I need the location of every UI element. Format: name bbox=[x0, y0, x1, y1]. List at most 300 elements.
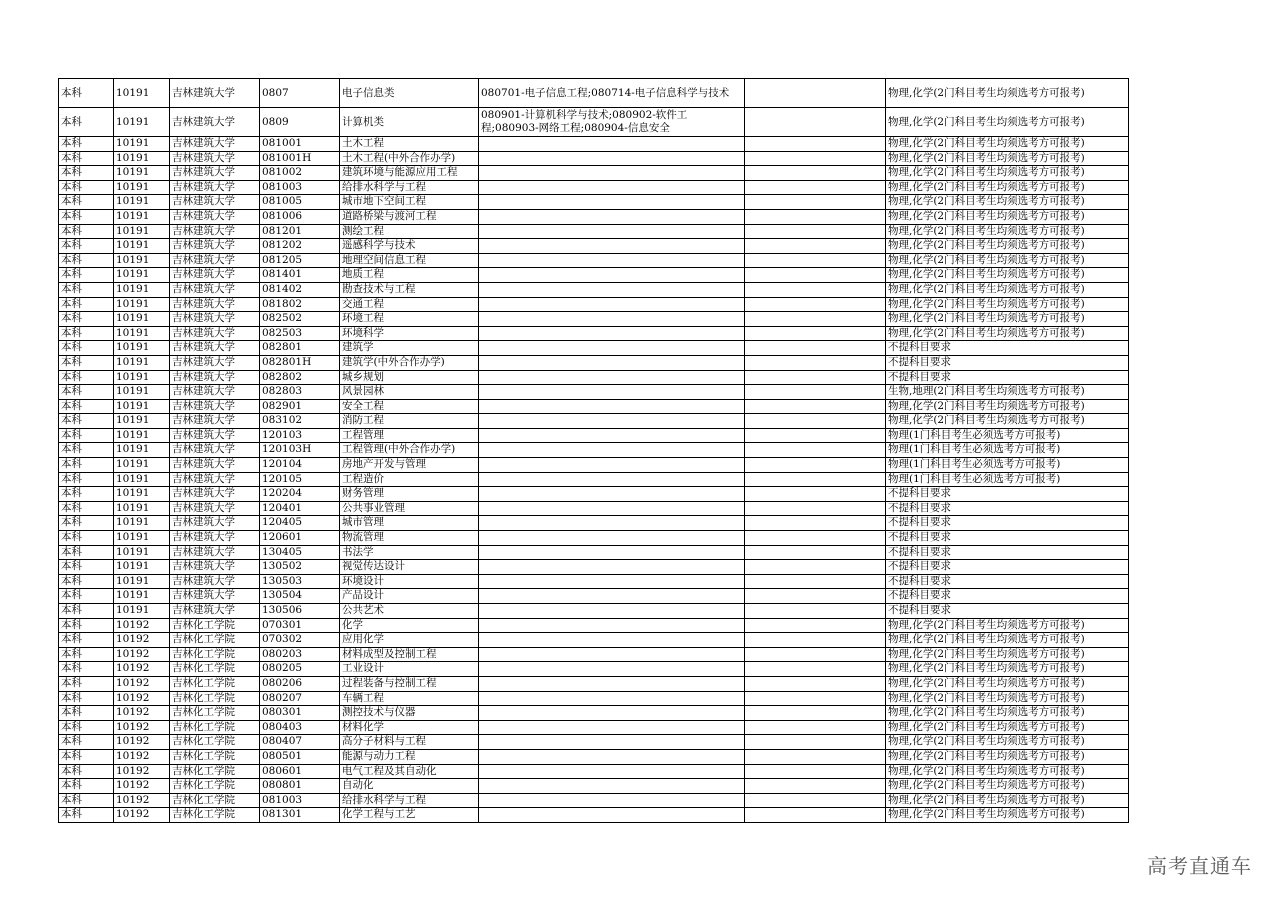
school-name-cell: 吉林建筑大学 bbox=[170, 137, 260, 152]
table-row bbox=[59, 516, 1129, 531]
school-name-cell: 吉林化工学院 bbox=[170, 720, 260, 735]
included-majors-cell bbox=[479, 618, 745, 633]
major-name-cell: 地理空间信息工程 bbox=[340, 253, 479, 268]
major-code-cell: 081301 bbox=[260, 808, 340, 823]
table-row bbox=[59, 151, 1129, 166]
major-code-cell: 082801 bbox=[260, 341, 340, 356]
note-cell bbox=[745, 676, 886, 691]
subject-requirement-cell: 不提科目要求 bbox=[886, 370, 1129, 385]
school-name-cell: 吉林化工学院 bbox=[170, 793, 260, 808]
level-cell: 本科 bbox=[59, 706, 114, 721]
table-row bbox=[59, 297, 1129, 312]
table-row bbox=[59, 779, 1129, 794]
table-row bbox=[59, 618, 1129, 633]
table-row bbox=[59, 487, 1129, 502]
major-name-cell: 自动化 bbox=[340, 779, 479, 794]
major-code-cell: 082502 bbox=[260, 312, 340, 327]
school-name-cell: 吉林化工学院 bbox=[170, 735, 260, 750]
note-cell bbox=[745, 516, 886, 531]
level-cell: 本科 bbox=[59, 385, 114, 400]
major-code-cell: 120601 bbox=[260, 531, 340, 546]
table-row bbox=[59, 399, 1129, 414]
note-cell bbox=[745, 385, 886, 400]
school-code-cell: 10191 bbox=[114, 297, 170, 312]
school-code-cell: 10192 bbox=[114, 647, 170, 662]
level-cell: 本科 bbox=[59, 531, 114, 546]
school-code-cell: 10192 bbox=[114, 618, 170, 633]
level-cell: 本科 bbox=[59, 545, 114, 560]
note-cell bbox=[745, 574, 886, 589]
school-name-cell: 吉林建筑大学 bbox=[170, 209, 260, 224]
major-code-cell: 080403 bbox=[260, 720, 340, 735]
major-code-cell: 080501 bbox=[260, 749, 340, 764]
note-cell bbox=[745, 604, 886, 619]
major-code-cell: 070301 bbox=[260, 618, 340, 633]
school-name-cell: 吉林建筑大学 bbox=[170, 414, 260, 429]
table-row bbox=[59, 458, 1129, 473]
level-cell: 本科 bbox=[59, 793, 114, 808]
included-majors-cell bbox=[479, 355, 745, 370]
included-majors-cell bbox=[479, 326, 745, 341]
note-cell bbox=[745, 662, 886, 677]
subject-requirement-cell: 物理,化学(2门科目考生均须选考方可报考) bbox=[886, 720, 1129, 735]
note-cell bbox=[745, 224, 886, 239]
school-name-cell: 吉林化工学院 bbox=[170, 779, 260, 794]
included-majors-cell bbox=[479, 487, 745, 502]
included-majors-cell bbox=[479, 676, 745, 691]
major-name-cell: 环境工程 bbox=[340, 312, 479, 327]
school-name-cell: 吉林建筑大学 bbox=[170, 224, 260, 239]
level-cell: 本科 bbox=[59, 414, 114, 429]
school-code-cell: 10191 bbox=[114, 137, 170, 152]
included-majors-cell bbox=[479, 195, 745, 210]
level-cell: 本科 bbox=[59, 253, 114, 268]
major-code-cell: 120204 bbox=[260, 487, 340, 502]
school-code-cell: 10191 bbox=[114, 604, 170, 619]
table-row bbox=[59, 706, 1129, 721]
level-cell: 本科 bbox=[59, 282, 114, 297]
school-name-cell: 吉林化工学院 bbox=[170, 749, 260, 764]
note-cell bbox=[745, 560, 886, 575]
major-code-cell: 081002 bbox=[260, 166, 340, 181]
note-cell bbox=[745, 793, 886, 808]
school-code-cell: 10191 bbox=[114, 166, 170, 181]
school-code-cell: 10191 bbox=[114, 341, 170, 356]
major-name-cell: 土木工程(中外合作办学) bbox=[340, 151, 479, 166]
school-code-cell: 10191 bbox=[114, 574, 170, 589]
school-name-cell: 吉林建筑大学 bbox=[170, 253, 260, 268]
major-name-cell: 公共事业管理 bbox=[340, 501, 479, 516]
level-cell: 本科 bbox=[59, 633, 114, 648]
school-code-cell: 10192 bbox=[114, 706, 170, 721]
major-name-cell: 城市地下空间工程 bbox=[340, 195, 479, 210]
major-code-cell: 082503 bbox=[260, 326, 340, 341]
subject-requirement-cell: 不提科目要求 bbox=[886, 574, 1129, 589]
major-code-cell: 081401 bbox=[260, 268, 340, 283]
school-code-cell: 10191 bbox=[114, 239, 170, 254]
note-cell bbox=[745, 399, 886, 414]
note-cell bbox=[745, 355, 886, 370]
major-code-cell: 081802 bbox=[260, 297, 340, 312]
note-cell bbox=[745, 180, 886, 195]
subject-requirement-cell: 物理,化学(2门科目考生均须选考方可报考) bbox=[886, 108, 1129, 137]
note-cell bbox=[745, 370, 886, 385]
school-name-cell: 吉林化工学院 bbox=[170, 706, 260, 721]
note-cell bbox=[745, 341, 886, 356]
major-name-cell: 计算机类 bbox=[340, 108, 479, 137]
major-code-cell: 130502 bbox=[260, 560, 340, 575]
school-code-cell: 10191 bbox=[114, 399, 170, 414]
subject-requirement-cell: 物理,化学(2门科目考生均须选考方可报考) bbox=[886, 166, 1129, 181]
note-cell bbox=[745, 137, 886, 152]
note-cell bbox=[745, 589, 886, 604]
major-code-cell: 082901 bbox=[260, 399, 340, 414]
included-majors-cell bbox=[479, 516, 745, 531]
major-name-cell: 过程装备与控制工程 bbox=[340, 676, 479, 691]
subject-requirement-cell: 物理,化学(2门科目考生均须选考方可报考) bbox=[886, 749, 1129, 764]
school-name-cell: 吉林化工学院 bbox=[170, 764, 260, 779]
subject-requirement-cell: 物理,化学(2门科目考生均须选考方可报考) bbox=[886, 618, 1129, 633]
level-cell: 本科 bbox=[59, 501, 114, 516]
major-name-cell: 勘查技术与工程 bbox=[340, 282, 479, 297]
school-name-cell: 吉林建筑大学 bbox=[170, 443, 260, 458]
school-name-cell: 吉林建筑大学 bbox=[170, 604, 260, 619]
level-cell: 本科 bbox=[59, 137, 114, 152]
major-name-cell: 环境设计 bbox=[340, 574, 479, 589]
note-cell bbox=[745, 414, 886, 429]
school-code-cell: 10191 bbox=[114, 151, 170, 166]
major-name-cell: 化学 bbox=[340, 618, 479, 633]
note-cell bbox=[745, 268, 886, 283]
note-cell bbox=[745, 209, 886, 224]
note-cell bbox=[745, 458, 886, 473]
note-cell bbox=[745, 691, 886, 706]
school-code-cell: 10191 bbox=[114, 108, 170, 137]
table-row bbox=[59, 428, 1129, 443]
table-row bbox=[59, 443, 1129, 458]
school-code-cell: 10192 bbox=[114, 749, 170, 764]
subject-requirement-cell: 不提科目要求 bbox=[886, 531, 1129, 546]
table-row bbox=[59, 414, 1129, 429]
subject-requirement-cell: 物理,化学(2门科目考生均须选考方可报考) bbox=[886, 297, 1129, 312]
included-majors-cell bbox=[479, 472, 745, 487]
school-code-cell: 10191 bbox=[114, 589, 170, 604]
school-name-cell: 吉林建筑大学 bbox=[170, 282, 260, 297]
major-name-cell: 环境科学 bbox=[340, 326, 479, 341]
subject-requirement-cell: 物理(1门科目考生必须选考方可报考) bbox=[886, 443, 1129, 458]
included-majors-cell bbox=[479, 297, 745, 312]
table-row bbox=[59, 676, 1129, 691]
major-name-cell: 化学工程与工艺 bbox=[340, 808, 479, 823]
included-majors-cell bbox=[479, 633, 745, 648]
school-code-cell: 10192 bbox=[114, 808, 170, 823]
level-cell: 本科 bbox=[59, 195, 114, 210]
school-name-cell: 吉林建筑大学 bbox=[170, 312, 260, 327]
level-cell: 本科 bbox=[59, 108, 114, 137]
school-name-cell: 吉林建筑大学 bbox=[170, 195, 260, 210]
school-name-cell: 吉林建筑大学 bbox=[170, 79, 260, 108]
note-cell bbox=[745, 779, 886, 794]
school-name-cell: 吉林化工学院 bbox=[170, 662, 260, 677]
school-name-cell: 吉林建筑大学 bbox=[170, 399, 260, 414]
school-code-cell: 10191 bbox=[114, 472, 170, 487]
major-name-cell: 财务管理 bbox=[340, 487, 479, 502]
major-code-cell: 070302 bbox=[260, 633, 340, 648]
table-row bbox=[59, 312, 1129, 327]
subject-requirement-cell: 物理,化学(2门科目考生均须选考方可报考) bbox=[886, 633, 1129, 648]
included-majors-cell bbox=[479, 458, 745, 473]
subject-requirement-cell: 物理,化学(2门科目考生均须选考方可报考) bbox=[886, 282, 1129, 297]
table-row bbox=[59, 662, 1129, 677]
level-cell: 本科 bbox=[59, 239, 114, 254]
school-name-cell: 吉林建筑大学 bbox=[170, 355, 260, 370]
included-majors-cell bbox=[479, 647, 745, 662]
major-name-cell: 材料成型及控制工程 bbox=[340, 647, 479, 662]
school-name-cell: 吉林建筑大学 bbox=[170, 326, 260, 341]
note-cell bbox=[745, 531, 886, 546]
major-code-cell: 081006 bbox=[260, 209, 340, 224]
table-row bbox=[59, 166, 1129, 181]
table-row bbox=[59, 604, 1129, 619]
included-majors-cell bbox=[479, 239, 745, 254]
included-majors-cell bbox=[479, 137, 745, 152]
school-code-cell: 10191 bbox=[114, 355, 170, 370]
subject-requirement-cell: 物理,化学(2门科目考生均须选考方可报考) bbox=[886, 180, 1129, 195]
school-name-cell: 吉林建筑大学 bbox=[170, 487, 260, 502]
included-majors-cell bbox=[479, 531, 745, 546]
subject-requirement-cell: 不提科目要求 bbox=[886, 560, 1129, 575]
major-code-cell: 130503 bbox=[260, 574, 340, 589]
major-code-cell: 081003 bbox=[260, 793, 340, 808]
school-name-cell: 吉林建筑大学 bbox=[170, 458, 260, 473]
table-row bbox=[59, 793, 1129, 808]
school-name-cell: 吉林建筑大学 bbox=[170, 574, 260, 589]
school-code-cell: 10191 bbox=[114, 79, 170, 108]
major-code-cell: 081201 bbox=[260, 224, 340, 239]
major-name-cell: 视觉传达设计 bbox=[340, 560, 479, 575]
included-majors-cell bbox=[479, 428, 745, 443]
subject-requirement-cell: 物理,化学(2门科目考生均须选考方可报考) bbox=[886, 793, 1129, 808]
school-code-cell: 10192 bbox=[114, 735, 170, 750]
level-cell: 本科 bbox=[59, 370, 114, 385]
school-name-cell: 吉林建筑大学 bbox=[170, 589, 260, 604]
school-code-cell: 10191 bbox=[114, 531, 170, 546]
included-majors-cell bbox=[479, 662, 745, 677]
subject-requirement-cell: 不提科目要求 bbox=[886, 355, 1129, 370]
major-name-cell: 交通工程 bbox=[340, 297, 479, 312]
level-cell: 本科 bbox=[59, 268, 114, 283]
subject-requirement-cell: 物理,化学(2门科目考生均须选考方可报考) bbox=[886, 224, 1129, 239]
school-code-cell: 10191 bbox=[114, 443, 170, 458]
level-cell: 本科 bbox=[59, 79, 114, 108]
included-majors-cell bbox=[479, 735, 745, 750]
major-name-cell: 遥感科学与技术 bbox=[340, 239, 479, 254]
major-name-cell: 风景园林 bbox=[340, 385, 479, 400]
table-row bbox=[59, 764, 1129, 779]
included-majors-cell bbox=[479, 370, 745, 385]
table-row bbox=[59, 253, 1129, 268]
subject-requirement-cell: 不提科目要求 bbox=[886, 589, 1129, 604]
included-majors-cell bbox=[479, 764, 745, 779]
major-name-cell: 公共艺术 bbox=[340, 604, 479, 619]
level-cell: 本科 bbox=[59, 676, 114, 691]
school-code-cell: 10191 bbox=[114, 282, 170, 297]
school-name-cell: 吉林建筑大学 bbox=[170, 370, 260, 385]
level-cell: 本科 bbox=[59, 764, 114, 779]
level-cell: 本科 bbox=[59, 808, 114, 823]
school-name-cell: 吉林建筑大学 bbox=[170, 166, 260, 181]
major-name-cell: 安全工程 bbox=[340, 399, 479, 414]
major-code-cell: 082802 bbox=[260, 370, 340, 385]
level-cell: 本科 bbox=[59, 458, 114, 473]
major-code-cell: 080207 bbox=[260, 691, 340, 706]
school-code-cell: 10192 bbox=[114, 633, 170, 648]
major-name-cell: 城市管理 bbox=[340, 516, 479, 531]
table-row bbox=[59, 720, 1129, 735]
table-row bbox=[59, 808, 1129, 823]
level-cell: 本科 bbox=[59, 735, 114, 750]
table-row bbox=[59, 137, 1129, 152]
school-code-cell: 10191 bbox=[114, 414, 170, 429]
included-majors-cell bbox=[479, 545, 745, 560]
school-name-cell: 吉林化工学院 bbox=[170, 676, 260, 691]
subject-requirement-cell: 物理(1门科目考生必须选考方可报考) bbox=[886, 472, 1129, 487]
level-cell: 本科 bbox=[59, 326, 114, 341]
note-cell bbox=[745, 195, 886, 210]
table-row bbox=[59, 501, 1129, 516]
school-name-cell: 吉林化工学院 bbox=[170, 808, 260, 823]
school-code-cell: 10192 bbox=[114, 764, 170, 779]
included-majors-cell bbox=[479, 691, 745, 706]
school-name-cell: 吉林建筑大学 bbox=[170, 531, 260, 546]
major-code-cell: 0809 bbox=[260, 108, 340, 137]
subject-requirement-cell: 物理,化学(2门科目考生均须选考方可报考) bbox=[886, 399, 1129, 414]
included-majors-cell bbox=[479, 749, 745, 764]
major-name-cell: 物流管理 bbox=[340, 531, 479, 546]
major-code-cell: 130405 bbox=[260, 545, 340, 560]
subject-requirement-cell: 物理,化学(2门科目考生均须选考方可报考) bbox=[886, 137, 1129, 152]
major-code-cell: 120104 bbox=[260, 458, 340, 473]
subject-requirement-cell: 物理,化学(2门科目考生均须选考方可报考) bbox=[886, 209, 1129, 224]
subject-requirement-cell: 生物,地理(2门科目考生均须选考方可报考) bbox=[886, 385, 1129, 400]
table-row bbox=[59, 209, 1129, 224]
major-code-cell: 081001 bbox=[260, 137, 340, 152]
school-name-cell: 吉林建筑大学 bbox=[170, 151, 260, 166]
school-name-cell: 吉林化工学院 bbox=[170, 647, 260, 662]
subject-requirement-cell: 不提科目要求 bbox=[886, 516, 1129, 531]
level-cell: 本科 bbox=[59, 166, 114, 181]
table-row bbox=[59, 574, 1129, 589]
subject-requirement-cell: 物理,化学(2门科目考生均须选考方可报考) bbox=[886, 239, 1129, 254]
subject-requirement-cell: 物理,化学(2门科目考生均须选考方可报考) bbox=[886, 253, 1129, 268]
major-name-cell: 地质工程 bbox=[340, 268, 479, 283]
school-code-cell: 10191 bbox=[114, 370, 170, 385]
included-majors-cell bbox=[479, 385, 745, 400]
major-code-cell: 130504 bbox=[260, 589, 340, 604]
included-majors-cell bbox=[479, 180, 745, 195]
subject-requirement-cell: 不提科目要求 bbox=[886, 604, 1129, 619]
subject-requirement-cell: 物理,化学(2门科目考生均须选考方可报考) bbox=[886, 676, 1129, 691]
major-name-cell: 道路桥梁与渡河工程 bbox=[340, 209, 479, 224]
subject-requirement-cell: 物理,化学(2门科目考生均须选考方可报考) bbox=[886, 691, 1129, 706]
table-row bbox=[59, 341, 1129, 356]
major-code-cell: 080407 bbox=[260, 735, 340, 750]
major-code-cell: 082801H bbox=[260, 355, 340, 370]
major-code-cell: 120405 bbox=[260, 516, 340, 531]
table-row bbox=[59, 355, 1129, 370]
level-cell: 本科 bbox=[59, 749, 114, 764]
table-row bbox=[59, 268, 1129, 283]
note-cell bbox=[745, 166, 886, 181]
school-name-cell: 吉林建筑大学 bbox=[170, 501, 260, 516]
watermark-text: 高考直通车 bbox=[1147, 854, 1252, 878]
level-cell: 本科 bbox=[59, 779, 114, 794]
major-name-cell: 给排水科学与工程 bbox=[340, 793, 479, 808]
major-name-cell: 工业设计 bbox=[340, 662, 479, 677]
included-majors-cell bbox=[479, 443, 745, 458]
table-row bbox=[59, 326, 1129, 341]
note-cell bbox=[745, 282, 886, 297]
included-majors-cell bbox=[479, 151, 745, 166]
note-cell bbox=[745, 312, 886, 327]
table-row bbox=[59, 691, 1129, 706]
level-cell: 本科 bbox=[59, 399, 114, 414]
level-cell: 本科 bbox=[59, 472, 114, 487]
note-cell bbox=[745, 472, 886, 487]
level-cell: 本科 bbox=[59, 443, 114, 458]
included-majors-cell bbox=[479, 166, 745, 181]
major-code-cell: 120401 bbox=[260, 501, 340, 516]
level-cell: 本科 bbox=[59, 662, 114, 677]
note-cell bbox=[745, 764, 886, 779]
school-code-cell: 10192 bbox=[114, 676, 170, 691]
school-code-cell: 10192 bbox=[114, 662, 170, 677]
subject-requirement-cell: 物理,化学(2门科目考生均须选考方可报考) bbox=[886, 312, 1129, 327]
subject-requirement-cell: 不提科目要求 bbox=[886, 545, 1129, 560]
school-code-cell: 10192 bbox=[114, 779, 170, 794]
major-name-cell: 材料化学 bbox=[340, 720, 479, 735]
table-row bbox=[59, 79, 1129, 108]
table-row bbox=[59, 560, 1129, 575]
note-cell bbox=[745, 618, 886, 633]
note-cell bbox=[745, 706, 886, 721]
note-cell bbox=[745, 443, 886, 458]
included-majors-cell bbox=[479, 574, 745, 589]
included-majors-cell bbox=[479, 268, 745, 283]
major-code-cell: 080601 bbox=[260, 764, 340, 779]
note-cell bbox=[745, 79, 886, 108]
level-cell: 本科 bbox=[59, 341, 114, 356]
note-cell bbox=[745, 326, 886, 341]
table-row bbox=[59, 531, 1129, 546]
subject-requirement-cell: 不提科目要求 bbox=[886, 501, 1129, 516]
subject-requirement-cell: 物理,化学(2门科目考生均须选考方可报考) bbox=[886, 764, 1129, 779]
school-name-cell: 吉林建筑大学 bbox=[170, 108, 260, 137]
included-majors-cell bbox=[479, 312, 745, 327]
included-majors-cell bbox=[479, 501, 745, 516]
subject-requirement-cell: 物理,化学(2门科目考生均须选考方可报考) bbox=[886, 414, 1129, 429]
school-code-cell: 10191 bbox=[114, 326, 170, 341]
school-code-cell: 10191 bbox=[114, 253, 170, 268]
major-code-cell: 080301 bbox=[260, 706, 340, 721]
note-cell bbox=[745, 749, 886, 764]
school-code-cell: 10191 bbox=[114, 487, 170, 502]
subject-requirement-cell: 物理,化学(2门科目考生均须选考方可报考) bbox=[886, 195, 1129, 210]
major-name-cell: 电气工程及其自动化 bbox=[340, 764, 479, 779]
table-row bbox=[59, 282, 1129, 297]
school-code-cell: 10191 bbox=[114, 501, 170, 516]
major-name-cell: 土木工程 bbox=[340, 137, 479, 152]
